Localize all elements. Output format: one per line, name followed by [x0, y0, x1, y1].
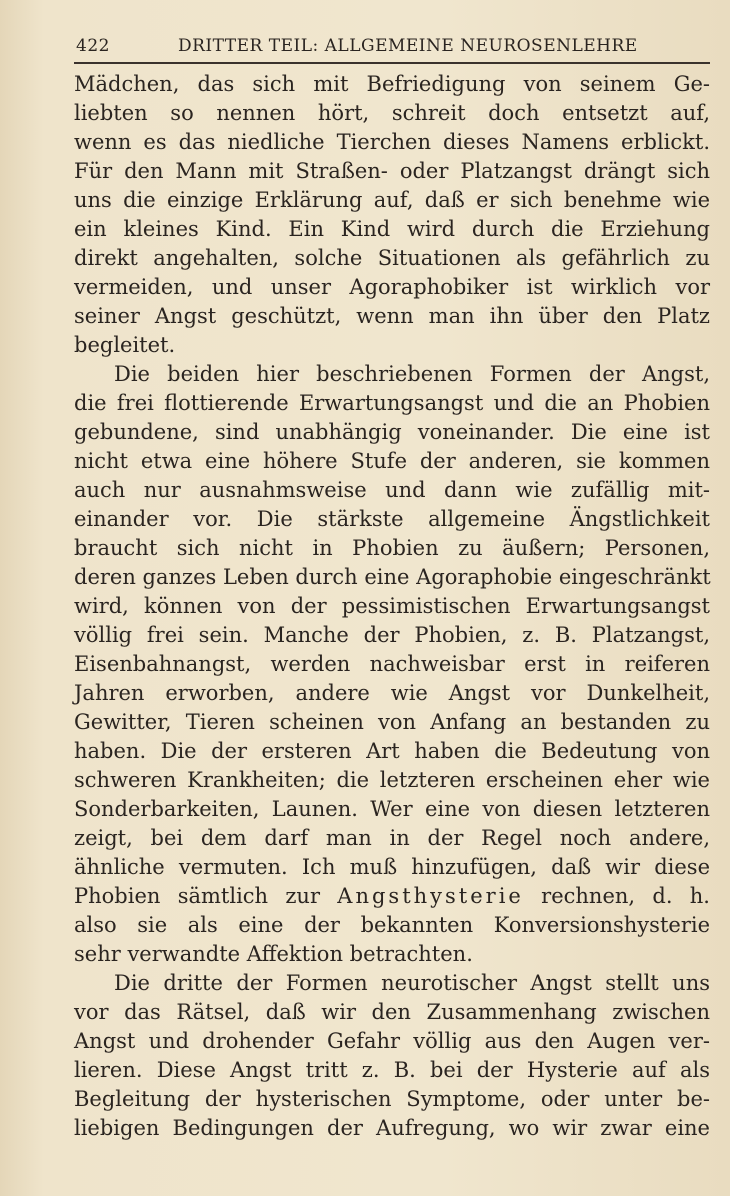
text-line: direkt angehalten, solche Situationen als gefährlich zu [74, 246, 710, 270]
text-line: Die dritte der Formen neurotischer Angst stellt uns [114, 971, 710, 995]
text-line: braucht sich nicht in Phobien zu äußern; Personen, [74, 536, 710, 560]
text-line: auch nur ausnahmsweise und dann wie zufällig mit- [74, 478, 710, 502]
text-line: sehr verwandte Affektion betrachten. [74, 942, 473, 966]
text-line: liebigen Bedingungen der Aufregung, wo wir zwar eine [74, 1116, 710, 1140]
text-line: Mädchen, das sich mit Befriedigung von seinem Ge- [74, 72, 710, 96]
text-line: vermeiden, und unser Agoraphobiker ist wirklich vor [74, 275, 710, 299]
text-line: begleitet. [74, 333, 176, 357]
text-line: Die beiden hier beschriebenen Formen der Angst, [114, 362, 710, 386]
page-number: 422 [76, 36, 110, 56]
text-line: gebundene, sind unabhängig voneinander. Die eine ist [74, 420, 710, 444]
text-fragment: Phobien sämtlich zur [74, 884, 320, 908]
text-line: ähnliche vermuten. Ich muß hinzufügen, daß wir diese [74, 855, 710, 879]
emphasis-spaced: Angsthysterie [337, 884, 524, 908]
running-title: DRITTER TEIL: ALLGEMEINE NEUROSENLEHRE [178, 36, 638, 56]
text-line: Eisenbahnangst, werden nachweisbar erst in reiferen [74, 652, 710, 676]
text-line: wenn es das niedliche Tierchen dieses Namens erblickt. [74, 130, 710, 154]
text-line: liebten so nennen hört, schreit doch entsetzt auf, [74, 101, 710, 125]
text-fragment: rechnen, d. h. [541, 884, 710, 908]
text-line: Für den Mann mit Straßen- oder Platzangst drängt sich [74, 159, 710, 183]
text-line: vor das Rätsel, daß wir den Zusammenhang zwischen [74, 1000, 710, 1024]
body-text [74, 70, 710, 1143]
text-line: wird, können von der pessimistischen Erwartungsangst [74, 594, 710, 618]
text-line: nicht etwa eine höhere Stufe der anderen, sie kommen [74, 449, 710, 473]
text-line: völlig frei sein. Manche der Phobien, z. B. Platzangst, [74, 623, 710, 647]
text-line: seiner Angst geschützt, wenn man ihn über den Platz [74, 304, 710, 328]
text-line: zeigt, bei dem darf man in der Regel noch andere, [74, 826, 710, 850]
text-line: die frei flottierende Erwartungsangst und die an Phobien [74, 391, 710, 415]
text-line: Sonderbarkeiten, Launen. Wer eine von diesen letzteren [74, 797, 710, 821]
text-line: Jahren erworben, andere wie Angst vor Dunkelheit, [74, 681, 710, 705]
text-line: Angst und drohender Gefahr völlig aus den Augen ver- [74, 1029, 710, 1053]
text-line: uns die einzige Erklärung auf, daß er sich benehme wie [74, 188, 710, 212]
text-line: deren ganzes Leben durch eine Agoraphobie eingeschränkt [74, 565, 711, 589]
text-line: einander vor. Die stärkste allgemeine Ängstlichkeit [74, 507, 710, 531]
text-line: schweren Krankheiten; die letzteren erscheinen eher wie [74, 768, 710, 792]
page-header [74, 36, 710, 64]
text-line: haben. Die der ersteren Art haben die Bedeutung von [74, 739, 710, 763]
text-line: also sie als eine der bekannten Konversionshysterie [74, 913, 710, 937]
text-line: ein kleines Kind. Ein Kind wird durch die Erziehung [74, 217, 710, 241]
text-line: lieren. Diese Angst tritt z. B. bei der Hysterie auf als [74, 1058, 710, 1082]
text-line-with-emphasis [74, 882, 710, 911]
text-line: Begleitung der hysterischen Symptome, oder unter be- [74, 1087, 710, 1111]
text-line: Gewitter, Tieren scheinen von Anfang an bestanden zu [74, 710, 710, 734]
